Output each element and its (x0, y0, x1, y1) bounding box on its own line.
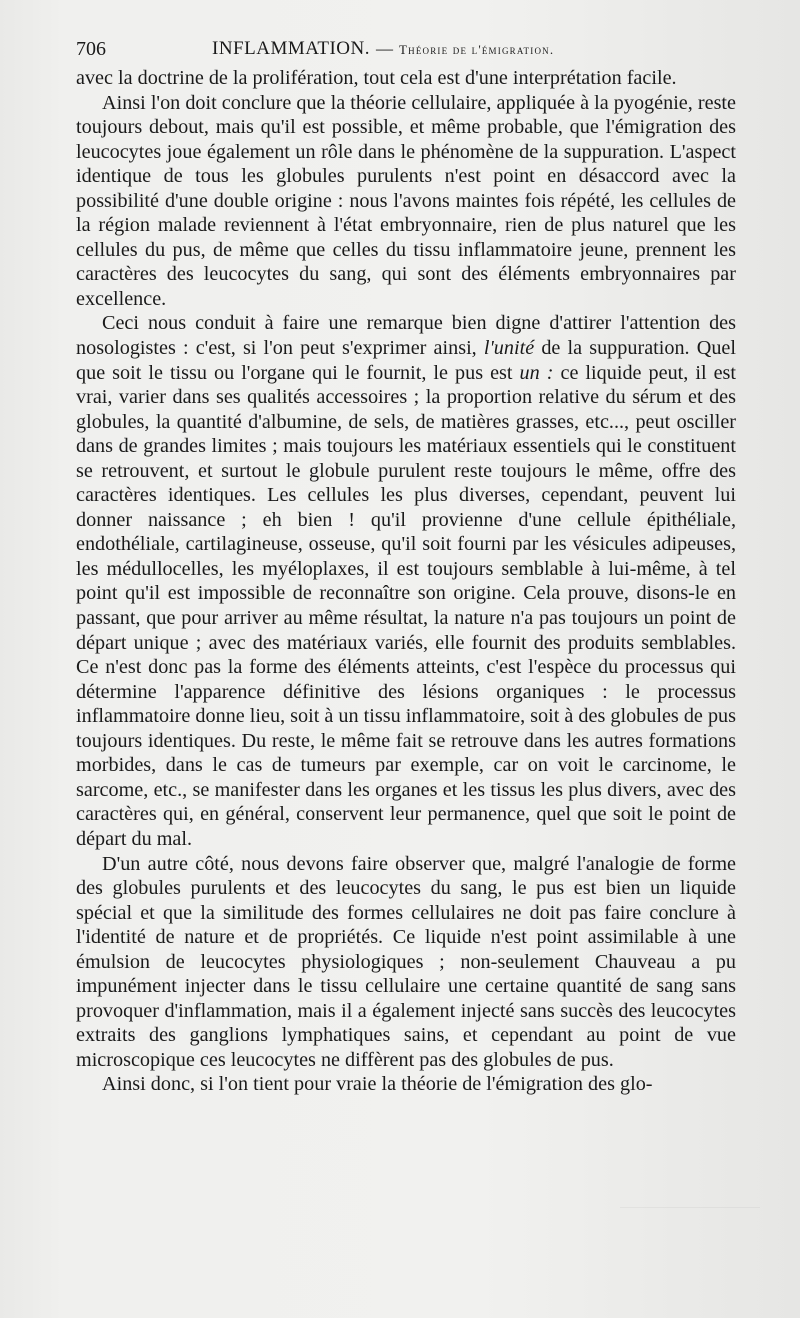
body-text (76, 66, 736, 1097)
paragraph-1: avec la doctrine de la prolifération, tout cela est d'une interprétation facile. (76, 67, 677, 89)
bleed-through-shadow (620, 1207, 760, 1238)
paragraph-4: D'un autre côté, nous devons faire observer que, malgré l'analogie de forme des globules purulents et des leucocytes du sang, le pus est bien un liquide spécial et que la similitude des formes cellulaires ne doit pas faire conclure à l'identité de nature et de propriétés. Ce liquide n'est point assimilable à une émulsion de leucocytes physiologiques ; non-seulement Chauveau a pu impunément injecter dans le tissu cellulaire une certaine quantité de sang sans provoquer d'inflammation, mais il a également injecté sans succès des leucocytes extraits des ganglions lymphatiques sains, et cependant au point de vue microscopique ces leucocytes ne diffèrent pas des globules de pus. (76, 852, 736, 1071)
emphasis-un: un : (519, 361, 554, 384)
paragraph-3-part-1: Ceci nous conduit à faire une remarque bien digne d'attirer l'attention des nosologistes : c'est, si l'on peut s'exprimer ainsi, (76, 312, 736, 360)
paragraph-3-part-3: ce liquide peut, il est vrai, varier dans ses qualités accessoires ; la proportion relative du sérum et des globules, la quantité d'albumine, de sels, de matières grasses, etc..., peut osciller dans de grandes limites ; mais toujours les matériaux essentiels qui le constituent se retrouvent, et surtout le globule purulent reste toujours le même, offre des caractères identiques. Les cellules les plus diverses, cependant, peuvent lui donner naissance ; eh bien ! qu'il provienne d'une cellule épithéliale, endothéliale, cartilagineuse, osseuse, qu'il soit fourni par les vésicules adipeuses, les médullocelles, les myéloplaxes, il est toujours semblable à lui-même, à tel point qu'il est impossible de reconnaître son origine. Cela prouve, disons-le en passant, que pour arriver au même résultat, la nature n'a pas toujours un point de départ unique ; avec des matériaux variés, elle fournit des produits semblables. Ce n'est donc pas la forme des éléments atteints, c'est l'espèce du processus qui détermine l'apparence définitive des lésions organiques : le processus inflammatoire donne lieu, soit à un tissu inflammatoire, soit à des globules de pus toujours identiques. Du reste, le même fait se retrouve dans les autres formations morbides, dans le cas de tumeurs par exemple, car on voit le carcinome, le sarcome, etc., se manifester dans les organes et les tissus les plus divers, avec des caractères qui, en général, conservent leur permanence, quel que soit le point de départ du mal. (76, 361, 736, 850)
page-number: 706 (76, 38, 106, 60)
paragraph-3-part-2: de la suppuration. Quel que soit le tissu ou l'organe qui le fournit, le pus est (76, 337, 736, 384)
running-head (212, 36, 554, 63)
emphasis-unite: l'unité (483, 337, 535, 360)
page-header (76, 36, 736, 62)
running-head-separator: — (375, 39, 393, 58)
paragraph-3 (76, 311, 736, 851)
paragraph-2: Ainsi l'on doit conclure que la théorie cellulaire, appliquée à la pyogénie, reste toujours debout, mais qu'il est possible, et même probable, que l'émigration des leucocytes joue également un rôle dans le phénomène de la suppuration. L'aspect identique de tous les globules purulents n'est point en désaccord avec la possibilité d'une double origine : nous l'avons maintes fois répété, les cellules de la région malade reviennent à l'état embryonnaire, rien de plus naturel que les cellules du pus, de même que celles du tissu inflammatoire jeune, prennent les caractères des leucocytes du sang, qui sont des éléments embryonnaires par excellence. (76, 91, 736, 310)
running-head-subtitle: Théorie de l'émigration. (398, 42, 555, 57)
running-head-title: INFLAMMATION. (212, 38, 370, 59)
paragraph-5: Ainsi donc, si l'on tient pour vraie la théorie de l'émigration des glo- (102, 1073, 653, 1096)
